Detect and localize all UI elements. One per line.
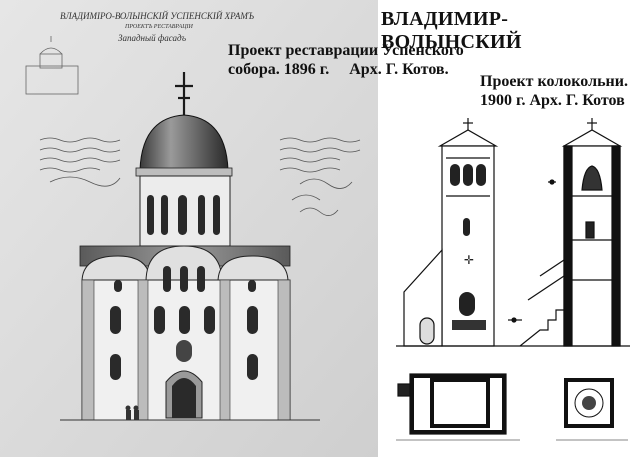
- belfry-elevation: [396, 118, 522, 346]
- cathedral-caption-line1: Проект реставрации Успенского: [228, 42, 464, 59]
- belfry-caption-line1: Проект колокольни.: [480, 73, 628, 90]
- drawing-sheet-facade-label: Западный фасадъ: [118, 33, 187, 43]
- page-title: ВЛАДИМИР-ВОЛЫНСКИЙ: [381, 8, 522, 53]
- svg-text:✛: ✛: [464, 253, 475, 267]
- drawing-sheet-title: ВЛАДИМІРО-ВОЛЫНСКІЙ УСПЕНСКІЙ ХРАМЪ: [60, 11, 254, 21]
- belfry-plans: [396, 374, 628, 440]
- drawing-sheet-subtitle: ПРОЕКТЪ РЕСТАВРАЦІИ: [125, 24, 193, 30]
- cathedral-caption-line2: собора. 1896 г. Арх. Г. Котов.: [228, 61, 449, 78]
- belfry-drawings: [396, 118, 630, 440]
- belfry-section: [510, 118, 630, 346]
- belfry-caption-line2: 1900 г. Арх. Г. Котов: [480, 92, 625, 109]
